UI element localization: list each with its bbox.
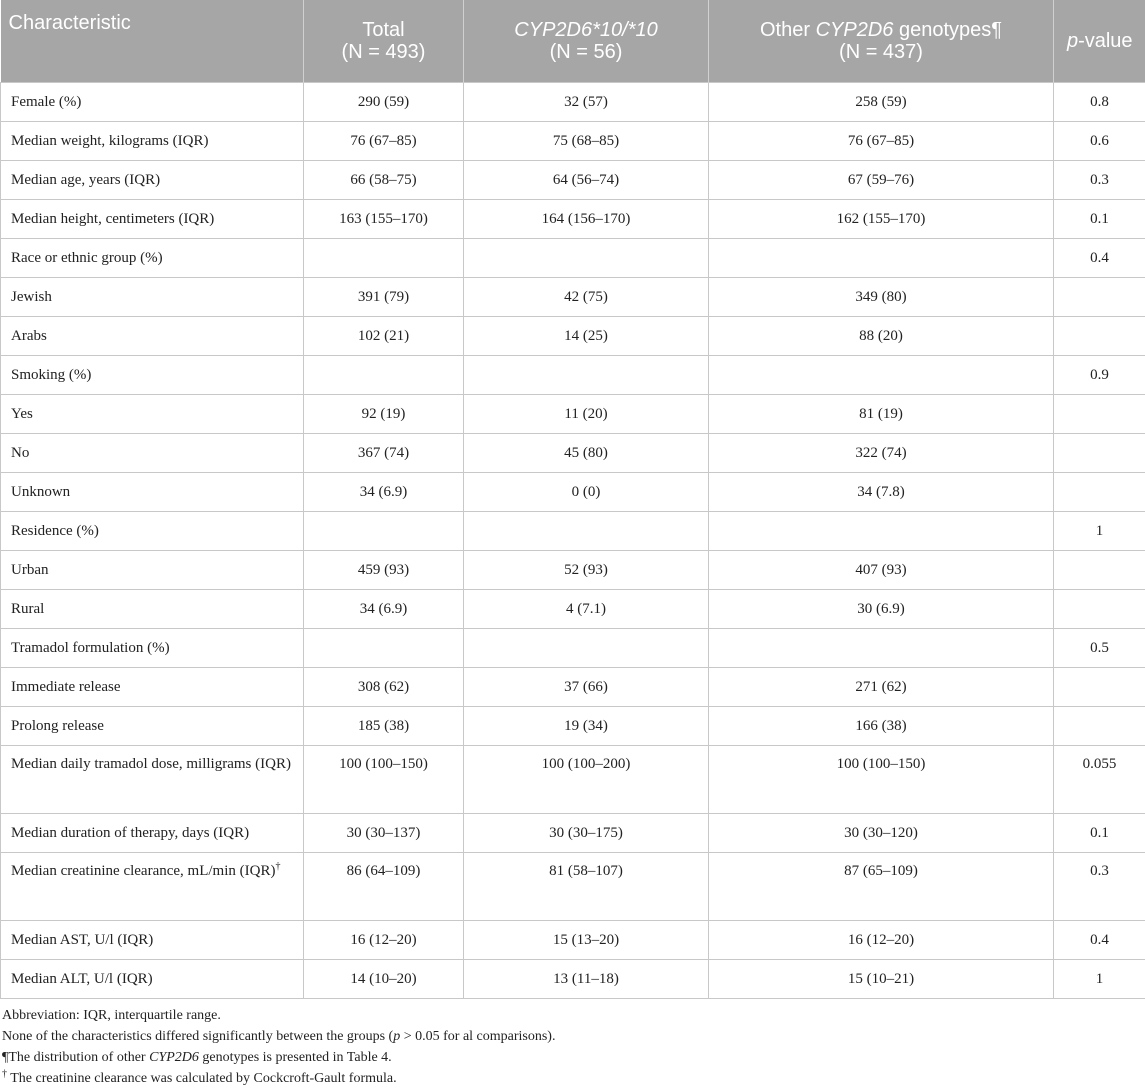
table-row [1, 746, 1145, 814]
cell-p-value [1054, 395, 1145, 434]
cell-other-genotypes-text: 81 (19) [859, 406, 903, 422]
cell-cyp2d6-10-10 [464, 161, 709, 200]
cell-p-value [1054, 707, 1145, 746]
cell-other-genotypes [709, 83, 1054, 122]
cell-p-value-text: 0.8 [1090, 94, 1109, 110]
cell-total [304, 200, 464, 239]
cell-p-value-text: 1 [1096, 523, 1104, 539]
cell-cyp2d6-10-10 [464, 473, 709, 512]
cell-other-genotypes-text: 30 (6.9) [857, 601, 905, 617]
footnote-abbreviation: Abbreviation: IQR, interquartile range. [2, 1005, 1145, 1026]
cell-total [304, 278, 464, 317]
cell-characteristic [1, 668, 304, 707]
footnote-significance [2, 1026, 1145, 1047]
table-row [1, 122, 1145, 161]
cell-characteristic [1, 921, 304, 960]
cell-cyp2d6-10-10-text: 64 (56–74) [553, 172, 619, 188]
footnote-creatinine-mark: † [2, 1068, 7, 1079]
cell-p-value-text: 0.3 [1090, 172, 1109, 188]
cell-p-value [1054, 83, 1145, 122]
table-row [1, 83, 1145, 122]
cell-other-genotypes-text: 349 (80) [855, 289, 906, 305]
cell-characteristic [1, 551, 304, 590]
cell-cyp2d6-10-10 [464, 83, 709, 122]
cell-characteristic-text: Median ALT, U/l (IQR) [11, 971, 153, 987]
cell-total-text: 391 (79) [358, 289, 409, 305]
cell-other-genotypes [709, 356, 1054, 395]
cell-total [304, 853, 464, 921]
cell-total-text: 34 (6.9) [360, 484, 408, 500]
cell-characteristic-text: Race or ethnic group (%) [11, 250, 163, 266]
cell-cyp2d6-10-10-text: 164 (156–170) [542, 211, 631, 227]
cell-total-text: 102 (21) [358, 328, 409, 344]
cell-total [304, 356, 464, 395]
cell-characteristic-text: Unknown [11, 484, 70, 500]
cell-other-genotypes-text: 322 (74) [855, 445, 906, 461]
cell-characteristic [1, 512, 304, 551]
header-row [1, 0, 1145, 83]
cell-characteristic-text: Rural [11, 601, 44, 617]
cell-characteristic [1, 629, 304, 668]
cell-cyp2d6-10-10-text: 81 (58–107) [549, 863, 623, 879]
table-row [1, 921, 1145, 960]
footnote-genotypes [2, 1047, 1145, 1068]
cell-other-genotypes [709, 239, 1054, 278]
cell-other-genotypes-text: 76 (67–85) [848, 133, 914, 149]
cell-p-value [1054, 853, 1145, 921]
header-cyp-n: (N = 56) [550, 41, 623, 63]
cell-characteristic-text: Yes [11, 406, 33, 422]
cell-other-genotypes [709, 200, 1054, 239]
cell-p-value [1054, 512, 1145, 551]
header-p-suffix: -value [1078, 30, 1132, 52]
cell-p-value-text: 0.5 [1090, 640, 1109, 656]
table-row [1, 317, 1145, 356]
cell-other-genotypes [709, 746, 1054, 814]
header-characteristic: Characteristic [1, 0, 304, 83]
cell-other-genotypes [709, 707, 1054, 746]
cell-total [304, 921, 464, 960]
cell-total [304, 551, 464, 590]
cell-characteristic-text: Arabs [11, 328, 47, 344]
cell-total-text: 16 (12–20) [350, 932, 416, 948]
cell-total-text: 76 (67–85) [350, 133, 416, 149]
cell-total [304, 122, 464, 161]
cell-characteristic-text: Immediate release [11, 679, 121, 695]
cell-characteristic [1, 200, 304, 239]
cell-cyp2d6-10-10 [464, 551, 709, 590]
cell-characteristic-text: Median daily tramadol dose, milligrams (IQR) [11, 756, 291, 772]
cell-p-value [1054, 551, 1145, 590]
cell-other-genotypes [709, 317, 1054, 356]
footnote-significance-b: > 0.05 for al comparisons). [400, 1029, 555, 1044]
cell-other-genotypes-text: 87 (65–109) [844, 863, 918, 879]
cell-characteristic-text: Smoking (%) [11, 367, 91, 383]
table-row [1, 551, 1145, 590]
table-row [1, 668, 1145, 707]
cell-p-value [1054, 122, 1145, 161]
cell-characteristic [1, 161, 304, 200]
cell-other-genotypes-text: 67 (59–76) [848, 172, 914, 188]
cell-p-value [1054, 356, 1145, 395]
cell-p-value [1054, 746, 1145, 814]
cell-p-value [1054, 161, 1145, 200]
footnotes [0, 999, 1145, 1089]
cell-total [304, 434, 464, 473]
header-total-n: (N = 493) [342, 41, 426, 63]
cell-characteristic [1, 278, 304, 317]
cell-p-value [1054, 814, 1145, 853]
cell-other-genotypes-text: 16 (12–20) [848, 932, 914, 948]
cell-characteristic-text: No [11, 445, 29, 461]
cell-total-text: 34 (6.9) [360, 601, 408, 617]
header-other-prefix: Other [760, 19, 816, 41]
cell-p-value [1054, 590, 1145, 629]
cell-cyp2d6-10-10-text: 42 (75) [564, 289, 608, 305]
cell-characteristic [1, 122, 304, 161]
header-cyp-gene: CYP2D6*10/*10 [514, 19, 657, 41]
cell-cyp2d6-10-10-text: 13 (11–18) [553, 971, 619, 987]
cell-total [304, 317, 464, 356]
cell-characteristic [1, 356, 304, 395]
cell-total-text: 86 (64–109) [347, 863, 421, 879]
cell-total-text: 308 (62) [358, 679, 409, 695]
table-row [1, 239, 1145, 278]
cell-other-genotypes-text: 88 (20) [859, 328, 903, 344]
table-row [1, 960, 1145, 999]
cell-other-genotypes [709, 921, 1054, 960]
cell-other-genotypes-text: 271 (62) [855, 679, 906, 695]
cell-total-text: 459 (93) [358, 562, 409, 578]
cell-cyp2d6-10-10-text: 11 (20) [564, 406, 607, 422]
cell-cyp2d6-10-10-text: 32 (57) [564, 94, 608, 110]
cell-characteristic-text: Prolong release [11, 718, 104, 734]
table-row [1, 434, 1145, 473]
header-other-gene: CYP2D6 [816, 19, 894, 41]
footnote-genotypes-a: ¶The distribution of other [2, 1050, 149, 1065]
cell-cyp2d6-10-10 [464, 122, 709, 161]
cell-other-genotypes-text: 258 (59) [855, 94, 906, 110]
cell-other-genotypes [709, 395, 1054, 434]
cell-p-value [1054, 921, 1145, 960]
cell-cyp2d6-10-10 [464, 960, 709, 999]
cell-characteristic-text: Median AST, U/l (IQR) [11, 932, 153, 948]
cell-cyp2d6-10-10 [464, 356, 709, 395]
cell-characteristic-text: Median duration of therapy, days (IQR) [11, 825, 249, 841]
cell-characteristic-text: Median weight, kilograms (IQR) [11, 133, 208, 149]
cell-p-value-text: 0.9 [1090, 367, 1109, 383]
cell-cyp2d6-10-10 [464, 512, 709, 551]
cell-characteristic-text: Median height, centimeters (IQR) [11, 211, 214, 227]
cell-other-genotypes [709, 853, 1054, 921]
cell-characteristic [1, 434, 304, 473]
cell-cyp2d6-10-10-text: 0 (0) [572, 484, 601, 500]
cell-characteristic-text: Female (%) [11, 94, 81, 110]
cell-total [304, 473, 464, 512]
cell-characteristic-text: Jewish [11, 289, 52, 305]
header-p-value [1054, 0, 1145, 83]
cell-p-value [1054, 960, 1145, 999]
cell-total-text: 367 (74) [358, 445, 409, 461]
header-total-label: Total [362, 19, 404, 41]
header-cyp2d6-10-10 [464, 0, 709, 83]
table-row [1, 590, 1145, 629]
cell-total-text: 30 (30–137) [347, 825, 421, 841]
cell-characteristic [1, 317, 304, 356]
cell-other-genotypes [709, 629, 1054, 668]
cell-total-text: 100 (100–150) [339, 756, 428, 772]
table-row [1, 278, 1145, 317]
table-row [1, 395, 1145, 434]
cell-cyp2d6-10-10 [464, 239, 709, 278]
table-row [1, 707, 1145, 746]
header-other-genotypes [709, 0, 1054, 83]
table-row [1, 356, 1145, 395]
cell-cyp2d6-10-10-text: 4 (7.1) [566, 601, 606, 617]
cell-other-genotypes-text: 34 (7.8) [857, 484, 905, 500]
cell-other-genotypes-text: 30 (30–120) [844, 825, 918, 841]
cell-p-value [1054, 434, 1145, 473]
cell-other-genotypes-text: 407 (93) [855, 562, 906, 578]
table-row [1, 853, 1145, 921]
footnote-genotypes-b: genotypes is presented in Table 4. [199, 1050, 392, 1065]
cell-cyp2d6-10-10 [464, 317, 709, 356]
cell-cyp2d6-10-10-text: 30 (30–175) [549, 825, 623, 841]
table-row [1, 161, 1145, 200]
cell-total [304, 960, 464, 999]
cell-cyp2d6-10-10 [464, 668, 709, 707]
cell-other-genotypes [709, 668, 1054, 707]
footnote-significance-a: None of the characteristics differed significantly between the groups ( [2, 1029, 393, 1044]
cell-total [304, 395, 464, 434]
cell-characteristic [1, 473, 304, 512]
cell-cyp2d6-10-10 [464, 200, 709, 239]
footnote-significance-p: p [393, 1029, 400, 1044]
cell-total [304, 590, 464, 629]
cell-cyp2d6-10-10 [464, 921, 709, 960]
cell-other-genotypes [709, 590, 1054, 629]
cell-other-genotypes [709, 551, 1054, 590]
header-other-n: (N = 437) [839, 41, 923, 63]
cell-characteristic [1, 239, 304, 278]
cell-p-value-text: 0.4 [1090, 932, 1109, 948]
cell-other-genotypes-text: 100 (100–150) [837, 756, 926, 772]
cell-other-genotypes [709, 473, 1054, 512]
cell-cyp2d6-10-10 [464, 707, 709, 746]
cell-other-genotypes [709, 512, 1054, 551]
cell-characteristic [1, 707, 304, 746]
footnote-creatinine [2, 1068, 1145, 1089]
cell-p-value [1054, 668, 1145, 707]
cell-p-value-text: 1 [1096, 971, 1104, 987]
cell-total [304, 746, 464, 814]
cell-cyp2d6-10-10-text: 15 (13–20) [553, 932, 619, 948]
cell-other-genotypes [709, 814, 1054, 853]
cell-p-value-text: 0.4 [1090, 250, 1109, 266]
cell-other-genotypes [709, 278, 1054, 317]
table-row [1, 814, 1145, 853]
cell-cyp2d6-10-10-text: 14 (25) [564, 328, 608, 344]
header-other-suffix: genotypes¶ [893, 19, 1002, 41]
cell-other-genotypes [709, 122, 1054, 161]
cell-p-value [1054, 473, 1145, 512]
cell-p-value [1054, 317, 1145, 356]
cell-total-text: 163 (155–170) [339, 211, 428, 227]
cell-total-text: 66 (58–75) [350, 172, 416, 188]
cell-cyp2d6-10-10 [464, 746, 709, 814]
cell-characteristic [1, 395, 304, 434]
cell-cyp2d6-10-10 [464, 395, 709, 434]
table-row [1, 200, 1145, 239]
cell-characteristic-text: Tramadol formulation (%) [11, 640, 170, 656]
cell-characteristic [1, 814, 304, 853]
cell-cyp2d6-10-10-text: 52 (93) [564, 562, 608, 578]
cell-other-genotypes-text: 162 (155–170) [837, 211, 926, 227]
footnote-genotypes-gene: CYP2D6 [149, 1050, 199, 1065]
cell-cyp2d6-10-10-text: 19 (34) [564, 718, 608, 734]
cell-characteristic-text: Median creatinine clearance, mL/min (IQR) [11, 863, 275, 879]
cell-cyp2d6-10-10 [464, 590, 709, 629]
cell-characteristic [1, 590, 304, 629]
cell-cyp2d6-10-10 [464, 629, 709, 668]
cell-cyp2d6-10-10-text: 75 (68–85) [553, 133, 619, 149]
cell-characteristic [1, 746, 304, 814]
cell-p-value-text: 0.6 [1090, 133, 1109, 149]
cell-characteristic-text: Residence (%) [11, 523, 99, 539]
cell-total [304, 239, 464, 278]
cell-total [304, 668, 464, 707]
cell-other-genotypes [709, 161, 1054, 200]
cell-other-genotypes [709, 434, 1054, 473]
cell-cyp2d6-10-10-text: 37 (66) [564, 679, 608, 695]
cell-characteristic [1, 83, 304, 122]
cell-cyp2d6-10-10 [464, 278, 709, 317]
cell-cyp2d6-10-10 [464, 434, 709, 473]
table-body [1, 83, 1145, 999]
header-p-italic: p [1067, 30, 1078, 52]
cell-p-value [1054, 239, 1145, 278]
cell-characteristic [1, 853, 304, 921]
table-row [1, 629, 1145, 668]
cell-total [304, 707, 464, 746]
cell-cyp2d6-10-10 [464, 853, 709, 921]
cell-total-text: 185 (38) [358, 718, 409, 734]
cell-characteristic-text: Urban [11, 562, 49, 578]
cell-p-value-text: 0.3 [1090, 863, 1109, 879]
cell-total [304, 83, 464, 122]
table-row [1, 512, 1145, 551]
cell-total [304, 814, 464, 853]
header-total [304, 0, 464, 83]
cell-characteristic-text: Median age, years (IQR) [11, 172, 160, 188]
cell-other-genotypes-text: 15 (10–21) [848, 971, 914, 987]
cell-p-value-text: 0.1 [1090, 825, 1109, 841]
cell-characteristic [1, 960, 304, 999]
cell-total [304, 629, 464, 668]
cell-p-value-text: 0.055 [1083, 756, 1117, 772]
table-row [1, 473, 1145, 512]
cell-cyp2d6-10-10-text: 100 (100–200) [542, 756, 631, 772]
cell-other-genotypes [709, 960, 1054, 999]
cell-cyp2d6-10-10 [464, 814, 709, 853]
footnote-creatinine-text: The creatinine clearance was calculated by Cockcroft-Gault formula. [7, 1071, 397, 1086]
cell-p-value [1054, 200, 1145, 239]
cell-total-text: 14 (10–20) [350, 971, 416, 987]
cell-p-value-text: 0.1 [1090, 211, 1109, 227]
cell-total [304, 512, 464, 551]
cell-p-value [1054, 629, 1145, 668]
cell-total-text: 92 (19) [362, 406, 406, 422]
cell-p-value [1054, 278, 1145, 317]
cell-footnote-mark: † [275, 861, 280, 872]
cell-total-text: 290 (59) [358, 94, 409, 110]
cell-cyp2d6-10-10-text: 45 (80) [564, 445, 608, 461]
cell-other-genotypes-text: 166 (38) [855, 718, 906, 734]
cell-total [304, 161, 464, 200]
